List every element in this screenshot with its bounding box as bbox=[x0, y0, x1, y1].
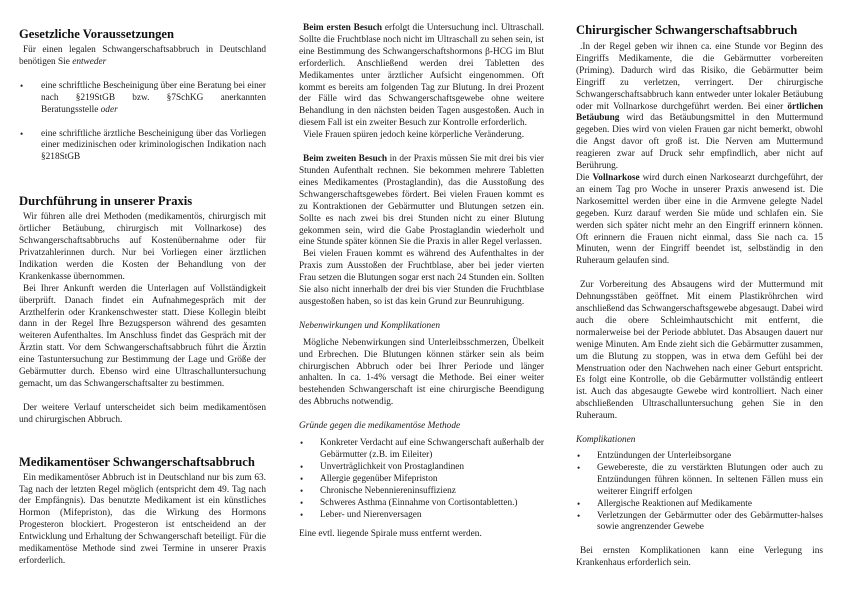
paragraph: Bei Ihrer Ankunft werden die Unterlagen auf Vollständigkeit überprüft. Danach findet ein Aufnahmegespräch mit der Arzthelferin oder Krankenschwester statt. Diese Kollegin bleibt dann in der Regel Ihre Bezugsperson während des gesamten weiteren Aufenthaltes. Im Anschluss findet das Gespräch mit der Ärztin statt. Vor dem Schwangerschaftsabbruch führt die Ärztin eine Tastuntersuchung zur Bestimmung der Lage und Größe der Gebärmutter durch. Ebenso wird eine Ultraschalluntersuchung gemacht, um das Schwangerschaftsalter zu bestimmen. bbox=[19, 283, 266, 389]
complications-list bbox=[576, 451, 823, 534]
paragraph: Die Vollnarkose wird durch einen Narkosearzt durchgeführt, der an einem Tag pro Woche in unserer Praxis anwesend ist. Die Narkosemittel werden über eine in die Armvene gelegte Nadel gegeben. Kurz darauf werden Sie müde und schlafen ein. Sie werden sich später nicht mehr an den Eingriff erinnern können. Oft erinnern die Frauen nicht einmal, dass Sie nach ca. 15 Minuten, wenn der Eingriff beendet ist, selbständig in den Ruheraum gelaufen sind. bbox=[576, 172, 824, 267]
heading-chirurgischer-abbruch: Chirurgischer Schwangerschaftsabbruch bbox=[576, 23, 798, 37]
list-item: • Schweres Asthma (Einnahme von Cortisontabletten.) bbox=[299, 498, 544, 510]
paragraph: Ein medikamentöser Abbruch ist in Deutschland nur bis zum 63. Tag nach der letzten Regel möglich (entspricht dem 49. Tag nach der Empfängnis). Das benutzte Medikament ist ein künstliches Hormon (Mifepriston), das die Wirkung des Hormons Progesteron blockiert. Progesteron ist entscheidend an der Entwicklung und Erhaltung der Schwangerschaft beteiligt. Für die medikamentöse Methode sind zwei Termine in unserer Praxis erforderlich. bbox=[19, 472, 266, 566]
list-item: • eine schriftliche Bescheinigung über eine Beratung bei einer nach §219StGB bzw. §7SchKG anerkannten Beratungsstelle oder bbox=[19, 81, 266, 117]
first-visit-paragraph: Beim ersten Besuch erfolgt die Untersuchung incl. Ultraschall. Sollte die Fruchtblase noch nicht im Ultraschall zu sehen sein, ist eine Bestimmung des Schwangerschaftshormons β-HCG im Blut erforderlich. Anschließend werden drei Tabletten des Medikamentes unter ärztlicher Aufsicht eingenommen. Oft kommt es bereits am folgenden Tag zur Blutung. In drei Prozent der Fälle wird das Schwangerschaftsgewebe ohne weitere Behandlung in den nächsten beiden Tagen ausgestoßen. Auch in diesem Fall ist ein zweiter Besuch zur Kontrolle erforderlich. bbox=[299, 23, 544, 129]
subheading-komplikationen: Komplikationen bbox=[576, 435, 636, 446]
paragraph: Eine evtl. liegende Spirale muss entfernt werden. bbox=[299, 529, 482, 540]
subheading-nebenwirkungen: Nebenwirkungen und Komplikationen bbox=[299, 320, 440, 331]
column-1 bbox=[19, 0, 266, 568]
list-item: • eine schriftliche ärztliche Bescheinigung über das Vorliegen einer medizinischen oder kriminologischen Indikation nach §218StGB bbox=[19, 129, 266, 165]
heading-medikamentoeser-abbruch: Medikamentöser Schwangerschaftsabbruch bbox=[19, 454, 255, 469]
intro-paragraph: Für einen legalen Schwangerschaftsabbruch in Deutschland benötigen Sie entweder bbox=[19, 45, 266, 67]
column-2 bbox=[299, 0, 544, 541]
list-item: • Chronische Nebenniereninsuffizienz bbox=[299, 486, 544, 498]
paragraph: Mögliche Nebenwirkungen sind Unterleibsschmerzen, Übelkeit und Erbrechen. Die Blutungen können stärker sein als beim chirurgischen Abbruch oder bei Ihrer Periode und länger anhalten. In ca. 1-4% versagt die Methode. Bei einer weiter bestehenden Schwangerschaft ist eine chirurgische Beendigung des Abbruchs notwendig. bbox=[299, 337, 544, 408]
heading-gesetzliche-voraussetzungen: Gesetzliche Voraussetzungen bbox=[19, 27, 174, 41]
paragraph: Der weitere Verlauf unterscheidet sich beim medikamentösen und chirurgischen Abbruch. bbox=[19, 402, 266, 425]
subheading-gruende-gegen: Gründe gegen die medikamentöse Methode bbox=[299, 421, 461, 432]
paragraph: Bei ernsten Komplikationen kann eine Verlegung ins Krankenhaus erforderlich sein. bbox=[576, 546, 823, 569]
requirements-list bbox=[19, 81, 266, 164]
list-item: • Allergie gegenüber Mifepriston bbox=[299, 474, 544, 486]
second-visit-paragraph: Beim zweiten Besuch in der Praxis müssen Sie mit drei bis vier Stunden Aufenthalt rechnen. Sie bekommen mehrere Tabletten eines Medikamentes (Prostaglandin), das die Ausstoßung des Schwangerschaftsgewebes fördert. Bei vielen Frauen kommt es zu Kontraktionen der Gebärmutter und Blutungen setzen ein. Sollte es nach zwei bis drei Stunden nicht zu einer Blutung gekommen sein, wird die Gabe Prostaglandin wiederholt und eine Stunde später können Sie die Praxis in aller Regel verlassen. bbox=[299, 154, 544, 248]
list-item: • Unverträglichkeit von Prostaglandinen bbox=[299, 462, 544, 474]
paragraph: Zur Vorbereitung des Absaugens wird der Muttermund mit Dehnungsstäben geöffnet. Mit einem Plastikröhrchen wird anschließend das Schwangerschaftsgewebe abgesaugt. Dabei wird auch die obere Schleimhautschicht mit entfernt, die normalerweise bei der Periode abblutet. Das Absaugen dauert nur wenige Minuten. Am Ende zieht sich die Gebärmutter zusammen, um die Blutung zu stoppen, was in etwa dem Gefühl bei der Menstruation oder den Nachwehen nach einer Geburt entspricht. Es folgt eine Kontrolle, ob die Gebärmutter vollständig entleert ist. Auch das abgesaugte Gewebe wird kontrolliert. Nach einer abschließenden Ultraschalluntersuchung gehen Sie in den Ruheraum. bbox=[576, 280, 823, 422]
heading-durchfuehrung: Durchführung in unserer Praxis bbox=[19, 194, 193, 209]
list-item: • Verletzungen der Gebärmutter oder des Gebärmutter-halses sowie angrenzender Gewebe bbox=[576, 511, 823, 535]
contraindications-list bbox=[299, 438, 544, 521]
list-item: • Leber- und Nierenversagen bbox=[299, 510, 544, 522]
list-item: • Gewebereste, die zu verstärkten Blutungen oder auch zu Entzündungen führen können. In seltenen Fällen muss ein weiterer Eingriff erfolgen bbox=[576, 463, 823, 499]
paragraph: .In der Regel geben wir ihnen ca. eine Stunde vor Beginn des Eingriffs Medikamente, die die Gebärmutter vorbereiten (Priming). Dadurch wird das Risiko, die Gebärmutter beim Eingriff zu verletzen, verringert. Der chirurgische Schwangerschaftsabbruch kann entweder unter lokaler Betäubung oder mit Vollnarkose durchgeführt werden. Bei einer örtlichen Betäubung wird das Betäubungsmittel in den Muttermund gegeben. Dies wird von vielen Frauen gar nicht bemerkt, obwohl die Angst davor oft groß ist. Die Nerven am Muttermund reagieren zwar auf Druck sehr empfindlich, aber nicht auf Berührung. bbox=[576, 42, 823, 172]
paragraph: Wir führen alle drei Methoden (medikamentös, chirurgisch mit örtlicher Betäubung, chirurgisch mit Vollnarkose) des Schwangerschaftsabbruchs auf Kostenübernahme oder für Privatzahlerinnen durch. Nur bei Vorliegen einer ärztlichen Indikation werden die Kosten der Behandlung von der Krankenkasse übernommen. bbox=[19, 212, 266, 282]
paragraph: Bei vielen Frauen kommt es während des Aufenthaltes in der Praxis zum Ausstoßen der Fruchtblase, aber bei jeder vierten Frau setzen die Blutungen sogar erst nach 24 Stunden ein. Sollten Sie also nicht innerhalb der drei bis vier Stunden die Fruchtblase ausgestoßen haben, so ist das kein Grund zur Beunruhigung. bbox=[299, 249, 544, 307]
paragraph: Viele Frauen spüren jedoch keine körperliche Veränderung. bbox=[303, 130, 525, 141]
column-3 bbox=[576, 0, 823, 570]
list-item: • Konkreter Verdacht auf eine Schwangerschaft außerhalb der Gebärmutter (z.B. im Eileiter) bbox=[299, 438, 544, 462]
list-item: • Allergische Reaktionen auf Medikamente bbox=[576, 499, 823, 511]
list-item: • Entzündungen der Unterleibsorgane bbox=[576, 451, 823, 463]
